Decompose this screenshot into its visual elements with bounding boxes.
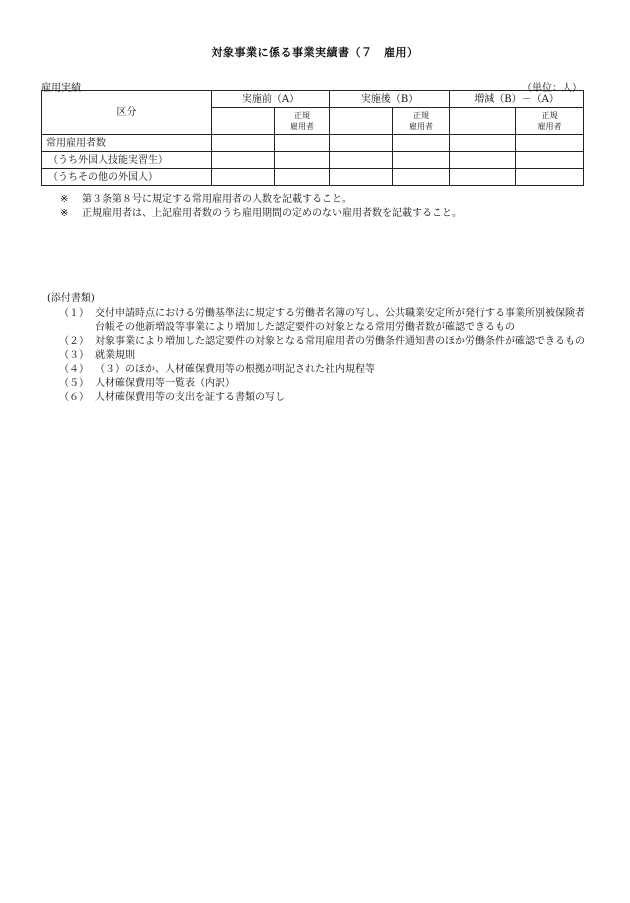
document-title: 対象事業に係る事業実績書（７ 雇用）: [211, 46, 419, 59]
attachment-number: （４）: [59, 364, 89, 375]
header-change: 増減（B）－（A）: [450, 91, 584, 108]
attachment-number: （３）: [59, 350, 89, 361]
header-change-blank: [450, 108, 516, 135]
unit-label: （単位：人）: [522, 83, 582, 94]
header-before-blank: [212, 108, 275, 135]
notes: [60, 193, 462, 221]
header-after-blank: [330, 108, 393, 135]
table-cell: [212, 152, 275, 169]
attachment-number: （１）: [59, 308, 89, 319]
table-cell: [516, 135, 584, 152]
attachment-item: [47, 391, 592, 405]
table-cell: [393, 135, 450, 152]
employment-table: [41, 90, 584, 186]
table-cell: [212, 169, 275, 186]
table-cell: [330, 135, 393, 152]
table-row: [42, 135, 584, 152]
row-label-other-foreigners: （うちその他の外国人）: [42, 169, 212, 186]
table-cell: [516, 152, 584, 169]
note-mark: ※: [60, 208, 69, 219]
attachment-text: （３）のほか、人材確保費用等の根拠が明記された社内規程等: [95, 364, 375, 375]
regular-employee-label: 正規 雇用者: [290, 111, 314, 131]
table-row: [42, 152, 584, 169]
attachment-item: [47, 307, 592, 335]
regular-employee-label: 正規 雇用者: [537, 111, 562, 131]
table-cell: [330, 169, 393, 186]
table-cell: [516, 169, 584, 186]
note-mark: ※: [60, 194, 69, 205]
section-label-employment: 雇用実績: [41, 83, 81, 94]
table-cell: [450, 152, 516, 169]
attachment-text: 就業規則: [95, 350, 135, 361]
table-cell: [275, 169, 330, 186]
attachment-item: [47, 363, 592, 377]
table-header-row-1: [42, 91, 584, 108]
attachment-text: 人材確保費用等一覧表（内訳）: [95, 378, 235, 389]
header-category: 区分: [42, 91, 212, 135]
row-label-regular-employees: 常用雇用者数: [42, 135, 212, 152]
note-text: 正規雇用者は、上記雇用者数のうち雇用期間の定めのない雇用者数を記載すること。: [82, 208, 462, 219]
attachment-text: 交付申請時点における労働基準法に規定する労働者名簿の写し、公共職業安定所が発行する事業所別被保険者台帳その他新増設等事業により増加した認定要件の対象となる常用労働者数が確認できるもの: [95, 308, 585, 333]
attachments-section: [47, 292, 592, 405]
row-label-technical-interns: （うち外国人技能実習生）: [42, 152, 212, 169]
table-cell: [393, 152, 450, 169]
table-row: [42, 169, 584, 186]
header-change-regular: [516, 108, 584, 135]
attachments-heading: (添付書類): [47, 293, 95, 304]
table-cell: [275, 152, 330, 169]
attachment-item: [47, 377, 592, 391]
attachment-number: （２）: [59, 336, 89, 347]
attachment-number: （６）: [59, 392, 89, 403]
attachment-item: [47, 349, 592, 363]
header-after: 実施後（B）: [330, 91, 450, 108]
table-cell: [330, 152, 393, 169]
table-cell: [450, 135, 516, 152]
table-cell: [450, 169, 516, 186]
header-after-regular: [393, 108, 450, 135]
note-item: [60, 207, 462, 221]
table-cell: [275, 135, 330, 152]
attachment-text: 対象事業により増加した認定要件の対象となる常用雇用者の労働条件通知書のほか労働条件が確認できるもの: [95, 336, 585, 347]
note-text: 第３条第８号に規定する常用雇用者の人数を記載すること。: [82, 194, 352, 205]
header-before-regular: [275, 108, 330, 135]
table-cell: [212, 135, 275, 152]
attachment-item: [47, 335, 592, 349]
table-cell: [393, 169, 450, 186]
header-before: 実施前（A）: [212, 91, 330, 108]
regular-employee-label: 正規 雇用者: [409, 111, 434, 131]
note-item: [60, 193, 462, 207]
attachment-text: 人材確保費用等の支出を証する書類の写し: [95, 392, 285, 403]
attachment-number: （５）: [59, 378, 89, 389]
